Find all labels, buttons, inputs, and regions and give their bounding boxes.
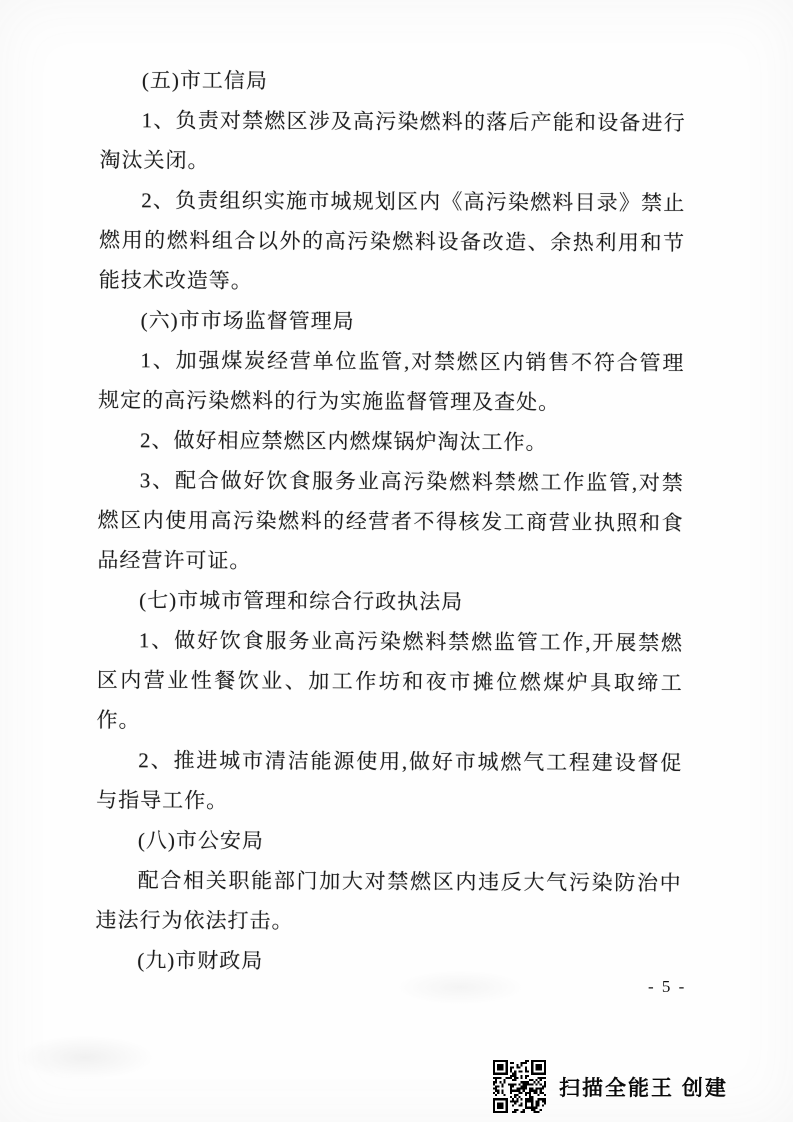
- body-paragraph: 1、加强煤炭经营单位监管,对禁燃区内销售不符合管理规定的高污染燃料的行为实施监督管理及查处。: [98, 348, 685, 415]
- body-paragraph: 1、负责对禁燃区涉及高污染燃料的落后产能和设备进行淘汰关闭。: [99, 108, 686, 173]
- body-paragraph: 配合相关职能部门加大对禁燃区内违反大气污染防治中违法行为依法打击。: [95, 868, 682, 934]
- scanner-footer: [493, 1060, 728, 1113]
- scanner-watermark-label: 扫描全能王 创建: [559, 1076, 728, 1100]
- body-paragraph: 2、做好相应禁燃区内燃煤锅炉淘汰工作。: [139, 428, 548, 455]
- scan-speck: [432, 470, 435, 473]
- section-heading: (八)市公安局: [137, 828, 264, 853]
- section-heading: (五)市工信局: [141, 68, 268, 93]
- page-number: - 5 -: [648, 977, 687, 996]
- body-paragraph: 3、配合做好饮食服务业高污染燃料禁燃工作监管,对禁燃区内使用高污染燃料的经营者不得核发工商营业执照和食品经营许可证。: [97, 468, 684, 573]
- section-heading: (九)市财政局: [137, 948, 264, 973]
- document-body: [95, 60, 686, 983]
- scan-smudge: [15, 1035, 155, 1080]
- scan-speck: [266, 925, 269, 927]
- section-heading: (七)市城市管理和综合行政执法局: [139, 588, 464, 614]
- body-paragraph: 2、负责组织实施市城规划区内《高污染燃料目录》禁止燃用的燃料组合以外的高污染燃料设备改造、余热利用和节能技术改造等。: [98, 188, 686, 293]
- qr-code-icon: [493, 1060, 546, 1113]
- body-paragraph: 1、做好饮食服务业高污染燃料禁燃监管工作,开展禁燃区内营业性餐饮业、加工作坊和夜市摊位燃煤炉具取缔工作。: [96, 628, 684, 733]
- section-heading: (六)市市场监督管理局: [140, 308, 355, 334]
- body-paragraph: 2、推进城市清洁能源使用,做好市城燃气工程建设督促与指导工作。: [96, 748, 683, 813]
